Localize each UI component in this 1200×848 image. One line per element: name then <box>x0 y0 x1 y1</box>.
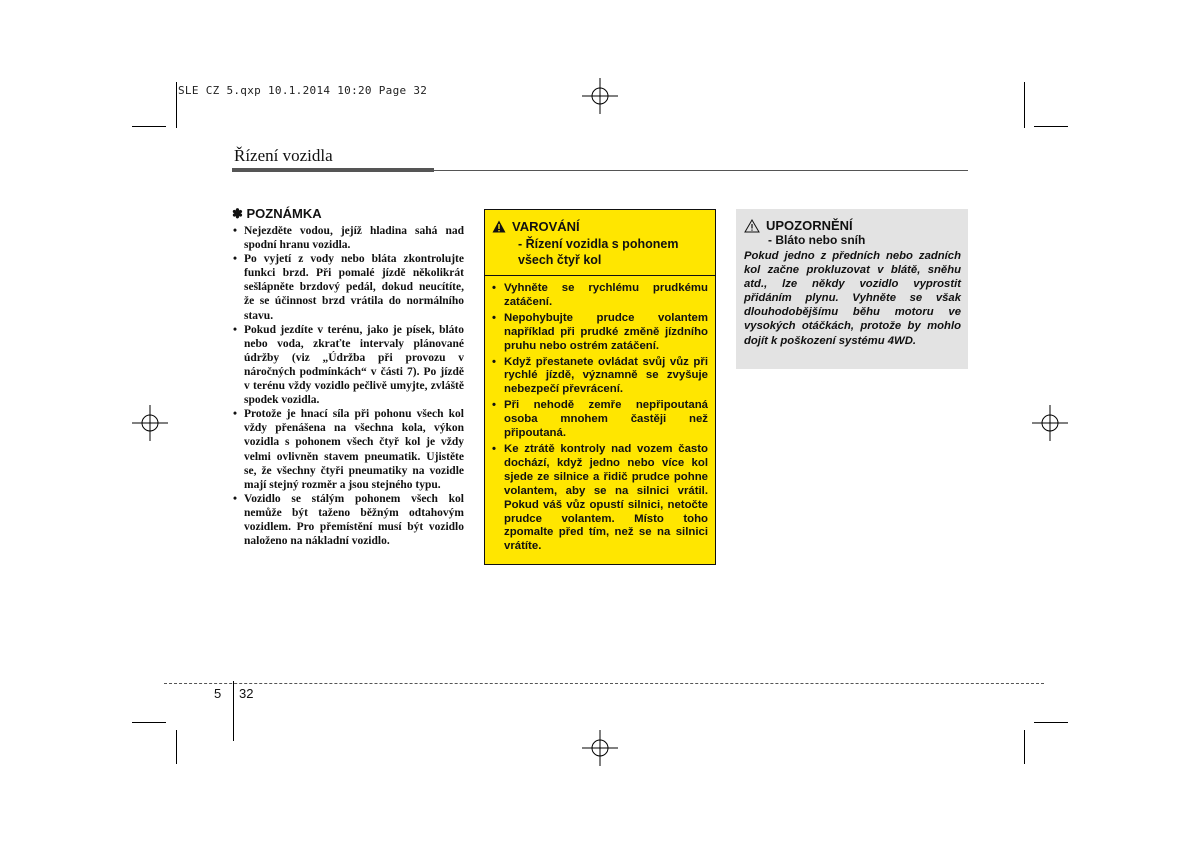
note-list <box>232 224 464 548</box>
registration-mark-icon <box>580 76 620 116</box>
section-number: 5 <box>214 686 222 701</box>
note-item: • Vozidlo se stálým pohonem všech kol nemůže být taženo běžným odtahovým vozidlem. Pro přemístění musí být vozidlo naloženo na nákladní vozidlo. <box>232 492 464 548</box>
caution-subtitle: - Bláto nebo sníh <box>768 233 866 247</box>
crop-mark <box>1034 722 1068 723</box>
warning-item: • Nepohybujte prudce volantem například při prudké změně jízdního pruhu nebo ostrém zatáčení. <box>492 312 708 354</box>
note-section <box>232 206 464 548</box>
caution-box <box>736 209 968 369</box>
page-number <box>214 686 221 701</box>
crop-mark <box>1024 82 1025 128</box>
registration-mark-icon <box>130 403 170 443</box>
warning-box <box>484 209 716 565</box>
note-item: • Pokud jezdíte v terénu, jako je písek, bláto nebo voda, zkraťte intervaly plánované údržby (viz „Údržba při provozu v náročných podmínkách“ v části 7). Po jízdě v terénu vždy vozidlo pečlivě umyjte, zvláště spodek vozidla. <box>232 323 464 408</box>
warning-item: • Při nehodě zemře nepřipoutaná osoba mnohem častěji než připoutaná. <box>492 399 708 441</box>
crop-mark <box>176 730 177 764</box>
note-title: ✽ POZNÁMKA <box>232 206 322 221</box>
warning-item: • Ke ztrátě kontroly nad vozem často dochází, když jedno nebo více kol sjede ze silnice a řidič prudce pohne volantem, aby se na silnici vrátil. Pokud váš vůz opustí silnici, netočte prudce volantem. Místo toho zpomalte před tím, než se na silnici vrátíte. <box>492 443 708 554</box>
registration-mark-icon <box>1030 403 1070 443</box>
print-slug: SLE CZ 5.qxp 10.1.2014 10:20 Page 32 <box>178 84 428 97</box>
warning-item: • Když přestanete ovládat svůj vůz při rychlé jízdě, významně se zvyšuje nebezpečí převrácení. <box>492 356 708 398</box>
crop-mark <box>132 722 166 723</box>
caution-body: Pokud jedno z předních nebo zadních kol začne prokluzovat v blátě, sněhu atd., lze někdy vozidlo vyprostit přidáním plynu. Vyhněte se však dlouhodobějšímu běhu motoru ve vysokých otáčkách, protože by mohlo dojít k poškození systému 4WD. <box>744 250 961 347</box>
crop-mark <box>176 82 177 128</box>
page-number-value: 32 <box>239 686 254 701</box>
registration-mark-icon <box>580 728 620 768</box>
footer-rule <box>164 683 1044 684</box>
crop-mark <box>132 126 166 127</box>
caution-title: UPOZORNĚNÍ <box>766 218 853 233</box>
warning-list <box>492 282 708 554</box>
note-item: • Protože je hnací síla při pohonu všech kol vždy přenášena na všechna kola, výkon vozidla s pohonem všech čtyř kol je vždy velmi ovlivněn stavem pneumatik. Ujistěte se, že všechny čtyři pneumatiky na vozidle mají stejný rozměr a jsou stejného typu. <box>232 407 464 492</box>
note-item: • Po vyjetí z vody nebo bláta zkontrolujte funkci brzd. Při pomalé jízdě několikrát sešlápněte brzdový pedál, dokud neucítíte, že se účinnost brzd vrátila do normálního stavu. <box>232 252 464 322</box>
note-item: • Nejezděte vodou, jejíž hladina sahá nad spodní hranu vozidla. <box>232 224 464 252</box>
divider <box>485 275 715 276</box>
warning-triangle-icon <box>492 220 506 233</box>
warning-item: • Vyhněte se rychlému prudkému zatáčení. <box>492 282 708 310</box>
crop-mark <box>1024 730 1025 764</box>
warning-title: VAROVÁNÍ <box>512 219 580 234</box>
header-rule <box>434 170 968 171</box>
crop-mark <box>1034 126 1068 127</box>
page-title: Řízení vozidla <box>234 146 333 165</box>
page-number-divider <box>233 681 234 741</box>
warning-subtitle: - Řízení vozidla s pohonem všech čtyř kol <box>518 237 679 267</box>
header-rule <box>232 168 434 172</box>
caution-triangle-icon <box>744 219 760 233</box>
